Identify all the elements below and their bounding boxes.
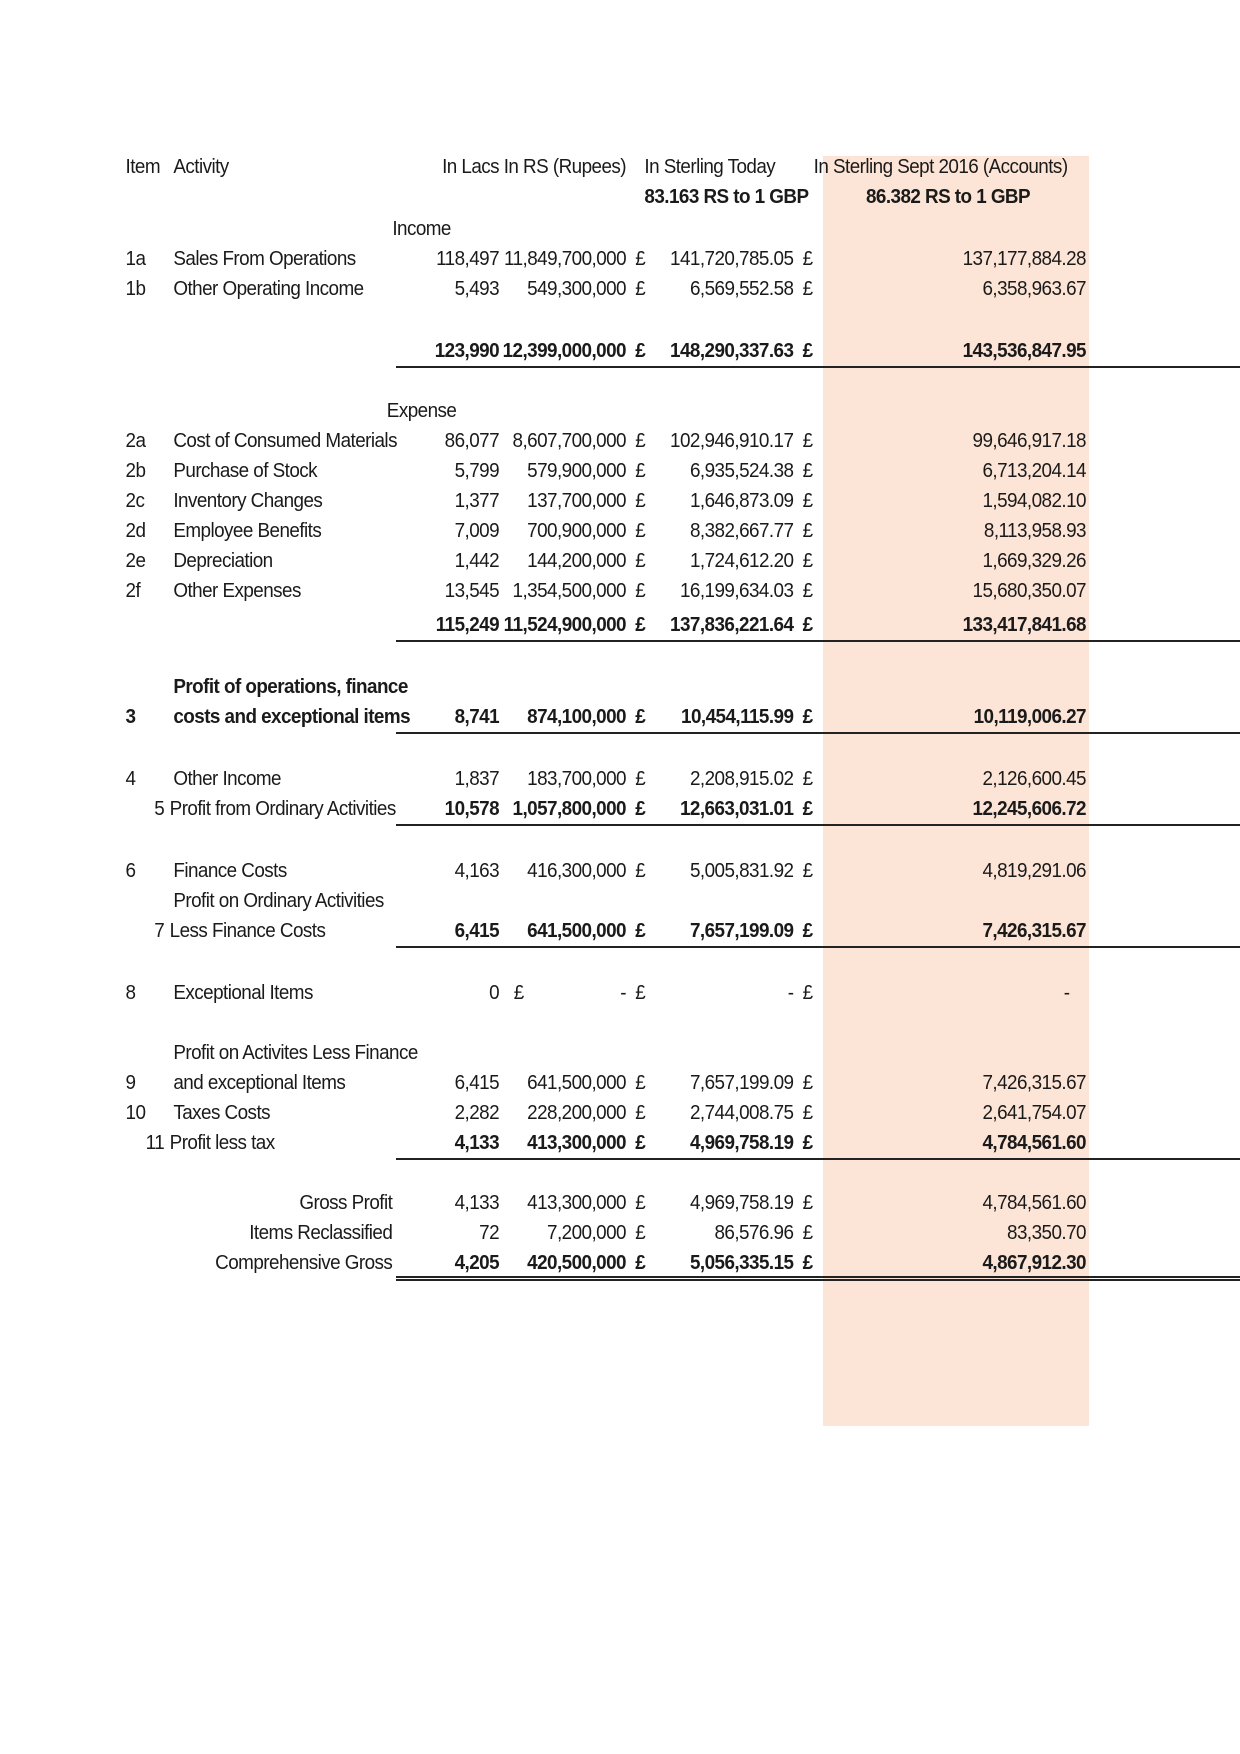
income-label: Income — [392, 217, 451, 240]
sterling-sept-2016-value: 133,417,841.68 — [962, 613, 1086, 636]
currency-symbol: £ — [802, 247, 813, 270]
item-column-header: Item — [125, 155, 161, 178]
in-lacs-value: 118,497 — [436, 247, 500, 270]
currency-symbol: £ — [635, 519, 646, 542]
in-lacs-value: 1,442 — [454, 549, 500, 572]
in-lacs-value: 86,077 — [444, 429, 500, 452]
sterling-sept-2016-value: 10,119,006.27 — [973, 705, 1086, 728]
activity-label: Other Income — [173, 767, 281, 790]
in-rupees-value: 12,399,000,000 — [502, 339, 626, 362]
in-lacs-value: 72 — [479, 1221, 500, 1244]
item-number: 1a — [125, 247, 146, 270]
exceptional-items-row — [120, 976, 1090, 1010]
sterling-today-value: - — [787, 981, 794, 1004]
summary-label: Items Reclassified — [249, 1221, 393, 1244]
in-rupees-value: 183,700,000 — [527, 767, 626, 790]
summary-row — [120, 1186, 1090, 1220]
sterling-today-value: 1,646,873.09 — [689, 489, 794, 512]
currency-symbol: £ — [635, 247, 646, 270]
in-lacs-value: 5,799 — [454, 459, 500, 482]
sterling-today-value: 137,836,221.64 — [670, 613, 794, 636]
in-rupees-value: 7,200,000 — [547, 1221, 626, 1244]
currency-symbol: £ — [802, 1101, 813, 1124]
sterling-today-value: 5,056,335.15 — [689, 1251, 794, 1274]
currency-symbol: £ — [802, 1071, 813, 1094]
currency-symbol: £ — [802, 489, 813, 512]
profit-ordinary-activities-row — [120, 792, 1090, 826]
item-number: 10 — [125, 1101, 146, 1124]
profit-operations-row — [120, 700, 1090, 734]
profit-activities-row — [120, 1066, 1090, 1100]
currency-symbol: £ — [635, 489, 646, 512]
currency-symbol: £ — [802, 459, 813, 482]
currency-symbol: £ — [802, 919, 813, 942]
income-row — [120, 272, 1090, 306]
sterling-today-value: 5,005,831.92 — [689, 859, 794, 882]
sterling-sept-2016-value: 7,426,315.67 — [982, 919, 1086, 942]
in-lacs-column-header: In Lacs — [442, 155, 500, 178]
in-lacs-value: 5,493 — [454, 277, 500, 300]
activity-label: Other Operating Income — [173, 277, 364, 300]
in-lacs-value: 7,009 — [454, 519, 500, 542]
today-exchange-rate: 83.163 RS to 1 GBP — [644, 185, 809, 208]
sterling-today-value: 141,720,785.05 — [670, 247, 794, 270]
in-rupees-value: 11,524,900,000 — [503, 613, 626, 636]
summary-row — [120, 1216, 1090, 1250]
in-lacs-value: 0 — [489, 981, 500, 1004]
in-lacs-value: 6,415 — [454, 919, 500, 942]
currency-symbol: £ — [635, 549, 646, 572]
in-rupees-value: 549,300,000 — [527, 277, 626, 300]
comprehensive-gross-double-underline — [396, 1276, 1240, 1281]
other-income-row — [120, 762, 1090, 796]
sterling-sept-2016-value: 7,426,315.67 — [982, 1071, 1086, 1094]
sterling-sept-2016-value: 4,819,291.06 — [982, 859, 1086, 882]
in-lacs-value: 4,163 — [454, 859, 500, 882]
in-lacs-value: 1,377 — [454, 489, 500, 512]
item-number: 2c — [125, 489, 145, 512]
sterling-sept-2016-value: 2,126,600.45 — [982, 767, 1086, 790]
in-rupees-column-header: In RS (Rupees) — [503, 155, 626, 178]
sterling-sept-2016-value: 137,177,884.28 — [962, 247, 1086, 270]
activity-label: Sales From Operations — [173, 247, 356, 270]
sterling-sept-2016-value: 4,784,561.60 — [982, 1191, 1086, 1214]
currency-symbol: £ — [635, 1131, 646, 1154]
profit-less-finance-underline — [396, 946, 1240, 948]
activity-label: Exceptional Items — [173, 981, 313, 1004]
in-rupees-value: 641,500,000 — [527, 1071, 626, 1094]
activity-label: costs and exceptional items — [173, 705, 411, 728]
activity-column-header: Activity — [173, 155, 229, 178]
expense-row — [120, 574, 1090, 608]
sterling-sept-2016-value: 4,867,912.30 — [982, 1251, 1086, 1274]
activity-label: Employee Benefits — [173, 519, 322, 542]
currency-symbol: £ — [635, 981, 646, 1004]
activity-label: Cost of Consumed Materials — [173, 429, 397, 452]
activity-label: Profit on Ordinary Activities — [173, 889, 384, 912]
in-rupees-value: 11,849,700,000 — [504, 247, 626, 270]
profit-less-finance-row — [120, 914, 1090, 948]
profit-less-tax-underline — [396, 1158, 1240, 1160]
in-rupees-value: 641,500,000 — [527, 919, 626, 942]
income-total-underline — [396, 366, 1240, 368]
item-number: 9 — [125, 1071, 136, 1094]
currency-symbol: £ — [635, 613, 646, 636]
currency-symbol: £ — [635, 339, 646, 362]
in-rupees-value: 1,354,500,000 — [512, 579, 626, 602]
income-row — [120, 242, 1090, 276]
sterling-today-column-header: In Sterling Today — [644, 155, 776, 178]
profit-operations-label-row — [120, 670, 1090, 704]
sterling-today-value: 86,576.96 — [714, 1221, 794, 1244]
currency-symbol: £ — [802, 549, 813, 572]
profit-less-finance-label-row — [120, 884, 1090, 918]
sterling-today-value: 7,657,199.09 — [689, 1071, 794, 1094]
profit-less-tax-row — [120, 1126, 1090, 1160]
currency-symbol: £ — [802, 339, 813, 362]
activity-label: Finance Costs — [173, 859, 287, 882]
in-rupees-value: 228,200,000 — [527, 1101, 626, 1124]
taxes-costs-row — [120, 1096, 1090, 1130]
currency-symbol: £ — [802, 797, 813, 820]
activity-label: and exceptional Items — [173, 1071, 346, 1094]
summary-label: Gross Profit — [299, 1191, 393, 1214]
currency-symbol: £ — [802, 705, 813, 728]
sterling-today-value: 2,208,915.02 — [689, 767, 794, 790]
currency-symbol: £ — [802, 579, 813, 602]
in-rupees-value: 874,100,000 — [527, 705, 626, 728]
in-rupees-value: 700,900,000 — [527, 519, 626, 542]
header-row — [120, 150, 1090, 184]
activity-label: Purchase of Stock — [173, 459, 318, 482]
income-section-label — [120, 212, 1090, 246]
currency-symbol: £ — [635, 1251, 646, 1274]
in-lacs-value: 4,133 — [454, 1191, 500, 1214]
sterling-sept-2016-value: - — [1063, 981, 1070, 1004]
sterling-today-value: 6,935,524.38 — [689, 459, 794, 482]
sterling-today-value: 8,382,667.77 — [689, 519, 794, 542]
activity-label: Taxes Costs — [173, 1101, 271, 1124]
currency-symbol: £ — [635, 767, 646, 790]
sterling-today-value: 16,199,634.03 — [679, 579, 794, 602]
in-rupees-value: 420,500,000 — [527, 1251, 626, 1274]
currency-symbol: £ — [635, 1191, 646, 1214]
currency-symbol: £ — [635, 459, 646, 482]
item-number: 2a — [125, 429, 146, 452]
sept-2016-exchange-rate: 86.382 RS to 1 GBP — [865, 185, 1031, 208]
expense-row — [120, 484, 1090, 518]
income-total-row — [120, 334, 1090, 368]
activity-label: Inventory Changes — [173, 489, 323, 512]
in-lacs-value: 8,741 — [454, 705, 500, 728]
sterling-today-value: 102,946,910.17 — [670, 429, 794, 452]
in-lacs-value: 4,205 — [454, 1251, 500, 1274]
expense-row — [120, 544, 1090, 578]
sterling-today-value: 4,969,758.19 — [689, 1191, 794, 1214]
in-rupees-value: 8,607,700,000 — [512, 429, 626, 452]
currency-symbol: £ — [635, 797, 646, 820]
activity-label: Other Expenses — [173, 579, 301, 602]
currency-symbol: £ — [802, 429, 813, 452]
sterling-sept-2016-value: 15,680,350.07 — [972, 579, 1086, 602]
in-rupees-value: 413,300,000 — [527, 1131, 626, 1154]
in-rupees-value: 579,900,000 — [527, 459, 626, 482]
currency-symbol: £ — [802, 613, 813, 636]
expense-label: Expense — [386, 399, 457, 422]
expense-total-underline — [396, 640, 1240, 642]
profit-activities-label-row — [120, 1036, 1090, 1070]
currency-symbol: £ — [802, 1191, 813, 1214]
in-lacs-value: 4,133 — [454, 1131, 500, 1154]
finance-costs-row — [120, 854, 1090, 888]
currency-symbol: £ — [802, 519, 813, 542]
sterling-today-value: 7,657,199.09 — [689, 919, 794, 942]
in-lacs-value: 10,578 — [444, 797, 500, 820]
sterling-sept-2016-value: 1,594,082.10 — [982, 489, 1086, 512]
in-rupees-value: 413,300,000 — [527, 1191, 626, 1214]
currency-symbol: £ — [635, 429, 646, 452]
sterling-today-value: 6,569,552.58 — [689, 277, 794, 300]
item-number: 5 — [154, 797, 165, 820]
sterling-today-value: 148,290,337.63 — [670, 339, 794, 362]
sterling-sept-2016-value: 6,358,963.67 — [982, 277, 1086, 300]
sterling-today-value: 12,663,031.01 — [679, 797, 794, 820]
sterling-sept-2016-column-header: In Sterling Sept 2016 (Accounts) — [813, 155, 1068, 178]
profit-ordinary-underline — [396, 824, 1240, 826]
in-rupees-value: 416,300,000 — [527, 859, 626, 882]
currency-symbol: £ — [802, 981, 813, 1004]
in-lacs-value: 123,990 — [434, 339, 500, 362]
item-number: 6 — [125, 859, 136, 882]
summary-row — [120, 1246, 1090, 1280]
item-number: 4 — [125, 767, 136, 790]
item-number: 2e — [125, 549, 146, 572]
item-number: 8 — [125, 981, 136, 1004]
item-number: 1b — [125, 277, 146, 300]
profit-operations-underline — [396, 732, 1240, 734]
currency-symbol: £ — [802, 1221, 813, 1244]
expense-row — [120, 424, 1090, 458]
sterling-sept-2016-value: 1,669,329.26 — [982, 549, 1086, 572]
currency-symbol: £ — [635, 705, 646, 728]
currency-symbol: £ — [802, 1131, 813, 1154]
sterling-today-value: 4,969,758.19 — [689, 1131, 794, 1154]
sterling-today-value: 10,454,115.99 — [681, 705, 794, 728]
in-lacs-value: 6,415 — [454, 1071, 500, 1094]
currency-symbol: £ — [635, 1221, 646, 1244]
sterling-sept-2016-value: 143,536,847.95 — [962, 339, 1086, 362]
sterling-sept-2016-value: 6,713,204.14 — [982, 459, 1086, 482]
item-number: 3 — [125, 705, 136, 728]
sterling-sept-2016-value: 8,113,958.93 — [983, 519, 1086, 542]
sterling-sept-2016-value: 12,245,606.72 — [972, 797, 1086, 820]
activity-label: Profit from Ordinary Activities — [169, 797, 396, 820]
activity-label: Profit on Activites Less Finance — [173, 1041, 418, 1064]
sterling-sept-2016-value: 99,646,917.18 — [972, 429, 1086, 452]
in-lacs-value: 1,837 — [454, 767, 500, 790]
item-number: 2d — [125, 519, 146, 542]
activity-label: Less Finance Costs — [169, 919, 326, 942]
currency-symbol: £ — [802, 1251, 813, 1274]
in-lacs-value: 13,545 — [444, 579, 500, 602]
expense-total-row — [120, 608, 1090, 642]
currency-symbol: £ — [635, 1071, 646, 1094]
sterling-sept-2016-value: 4,784,561.60 — [982, 1131, 1086, 1154]
item-number: 2b — [125, 459, 146, 482]
item-number: 11 — [145, 1131, 165, 1154]
in-rupees-value: 144,200,000 — [527, 549, 626, 572]
expense-row — [120, 454, 1090, 488]
currency-symbol: £ — [635, 1101, 646, 1124]
activity-label: Depreciation — [173, 549, 273, 572]
currency-symbol: £ — [513, 981, 524, 1004]
header-rate-row — [120, 180, 1090, 214]
sterling-sept-2016-value: 2,641,754.07 — [982, 1101, 1086, 1124]
currency-symbol: £ — [802, 277, 813, 300]
currency-symbol: £ — [635, 919, 646, 942]
expense-row — [120, 514, 1090, 548]
sterling-today-value: 2,744,008.75 — [689, 1101, 794, 1124]
currency-symbol: £ — [802, 859, 813, 882]
in-lacs-value: 2,282 — [454, 1101, 500, 1124]
item-number: 7 — [154, 919, 165, 942]
in-rupees-value: 1,057,800,000 — [512, 797, 626, 820]
sterling-sept-2016-value: 83,350.70 — [1007, 1221, 1086, 1244]
currency-symbol: £ — [802, 767, 813, 790]
sterling-today-value: 1,724,612.20 — [689, 549, 794, 572]
currency-symbol: £ — [635, 579, 646, 602]
currency-symbol: £ — [635, 277, 646, 300]
activity-label: Profit of operations, finance — [173, 675, 408, 698]
currency-symbol: £ — [635, 859, 646, 882]
expense-section-label — [120, 394, 1090, 428]
in-rupees-value: 137,700,000 — [527, 489, 626, 512]
activity-label: Profit less tax — [169, 1131, 275, 1154]
summary-label: Comprehensive Gross — [215, 1251, 393, 1274]
in-lacs-value: 115,249 — [435, 613, 500, 636]
in-rupees-value: - — [620, 981, 626, 1004]
item-number: 2f — [125, 579, 141, 602]
